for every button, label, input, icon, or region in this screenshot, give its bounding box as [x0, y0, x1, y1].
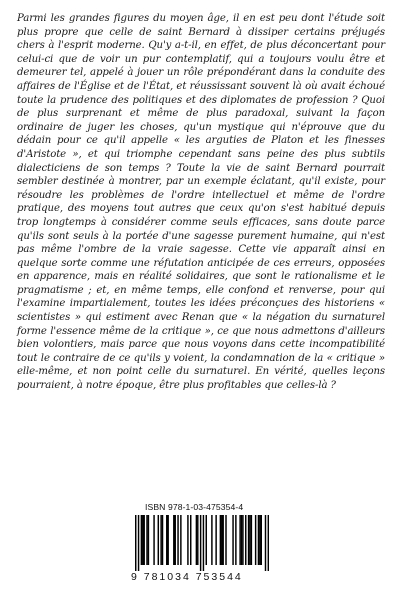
barcode-bar	[221, 515, 222, 565]
barcode-bars	[135, 515, 269, 571]
barcode-bar	[142, 515, 143, 565]
barcode-bar	[158, 515, 159, 565]
barcode-bar	[265, 515, 266, 571]
barcode-bar	[141, 515, 142, 565]
barcode-bar	[268, 515, 269, 571]
barcode-bar	[196, 515, 197, 565]
barcode-bar	[251, 515, 252, 565]
barcode-bar	[138, 515, 139, 571]
barcode-digits: 9 781034 753544	[131, 571, 243, 583]
barcode-bar	[173, 515, 174, 565]
barcode-bar	[160, 515, 161, 565]
barcode-bar	[235, 515, 236, 565]
barcode-bar	[232, 515, 233, 565]
barcode-bar	[245, 515, 246, 565]
isbn-barcode	[131, 502, 271, 584]
barcode-bar	[222, 515, 223, 565]
barcode-bar	[174, 515, 175, 565]
barcode-bar	[249, 515, 250, 565]
barcode-bar	[153, 515, 154, 565]
barcode-bar	[143, 515, 144, 565]
barcode-bar	[241, 515, 242, 565]
barcode-bar	[258, 515, 259, 565]
barcode-bar	[180, 515, 181, 565]
barcode-bar	[135, 515, 136, 571]
barcode-bar	[261, 515, 262, 565]
barcode-bar	[146, 515, 147, 565]
barcode-bar	[190, 515, 191, 565]
back-cover	[17, 12, 385, 393]
barcode-bar	[239, 515, 240, 565]
barcode-bar	[197, 515, 198, 565]
barcode-bar	[206, 515, 207, 565]
barcode-bar	[148, 515, 149, 565]
barcode-bar	[203, 515, 204, 571]
barcode-bar	[162, 515, 163, 565]
barcode-bar	[248, 515, 249, 565]
barcode-bar	[215, 515, 216, 565]
barcode-bar	[187, 515, 188, 565]
isbn-label: ISBN 978-1-03-475354-4	[145, 502, 244, 512]
barcode-bar	[242, 515, 243, 565]
barcode-bar	[259, 515, 260, 565]
barcode-bar	[220, 515, 221, 565]
barcode-bar	[167, 515, 168, 565]
barcode-bar	[255, 515, 256, 565]
barcode-bar	[166, 515, 167, 565]
barcode-bar	[211, 515, 212, 565]
barcode-bar	[200, 515, 201, 571]
barcode-bar	[225, 515, 226, 565]
barcode-bar	[177, 515, 178, 565]
blurb-text: Parmi les grandes figures du moyen âge, il en est peu dont l'étude soit plus propre que celle de saint Bernard à dissiper certains préjugés chers à l'esprit moderne. Qu'y a-t-il, en effet, de plus déconcertant pour celui-ci que de voir un pur contemplatif, qui a toujours voulu être et demeurer tel, appelé à jouer un rôle prépondérant dans la conduite des affaires de l'Église et de l'État, et réussissant souvent là où avait échoué toute la prudence des politiques et des diplomates de profession ? Quoi de plus surprenant et même de plus paradoxal, suivant la façon ordinaire de juger les choses, qu'un mystique qui n'éprouve que du dédain pour ce qu'il appelle « les arguties de Platon et les finesses d'Aristote », et qui triomphe cependant sans peine des plus subtils dialecticiens de son temps ? Toute la vie de saint Bernard pourrait sembler destinée à montrer, par un exemple éclatant, qu'il existe, pour résoudre les problèmes de l'ordre intellectuel et même de l'ordre pratique, des moyens tout autres que ceux qu'on s'est habitué depuis trop longtemps à considérer comme seuls efficaces, sans doute parce qu'ils sont seuls à la portée d'une sagesse purement humaine, qui n'est pas même l'ombre de la vraie sagesse. Cette vie apparaît ainsi en quelque sorte comme une réfutation anticipée de ces erreurs, opposées en apparence, mais en réalité solidaires, que sont le rationalisme et le pragmatisme ; et, en même temps, elle confond et renverse, pour qui l'examine impartialement, toutes les idées préconçues des historiens « scientistes » qui estiment avec Renan que « la négation du surnaturel forme l'essence même de la critique », ce que nous admettons d'ailleurs bien volontiers, mais parce que nous voyons dans cette incompatibilité tout le contraire de ce qu'ils y voient, la condamnation de la « critique » elle-même, et non point celle du surnaturel. En vérité, quelles leçons pourraient, à notre époque, être plus profitables que celles-là ?	[17, 13, 385, 392]
